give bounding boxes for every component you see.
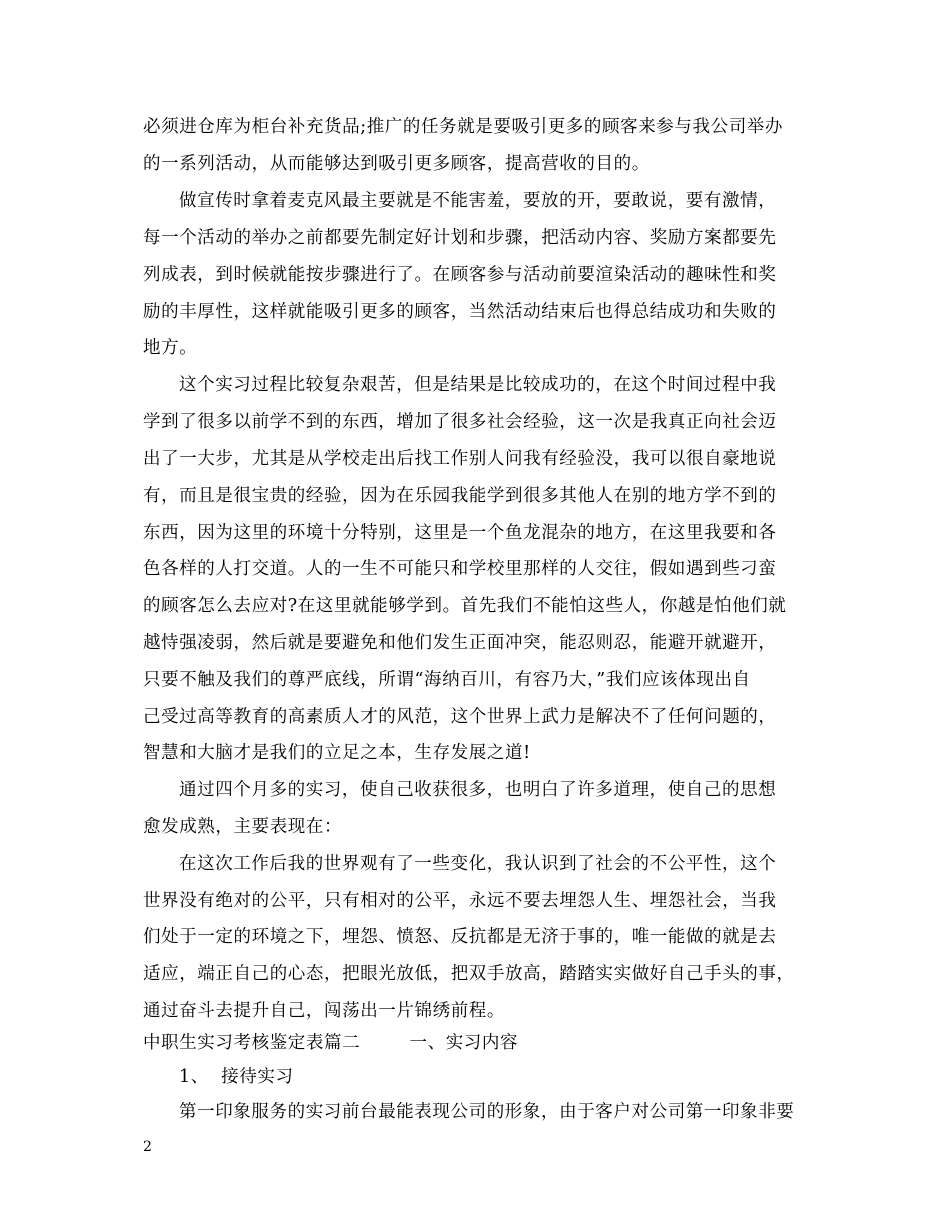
text-line: 的一系列活动，从而能够达到吸引更多顾客，提高营收的目的。 xyxy=(143,154,650,174)
text-line: 有，而且是很宝贵的经验，因为在乐园我能学到很多其他人在别的地方学不到的 xyxy=(143,486,777,506)
text-line: 世界没有绝对的公平，只有相对的公平，永远不要去埋怨人生、埋怨社会，当我 xyxy=(143,891,777,911)
text-line: 东西，因为这里的环境十分特别，这里是一个鱼龙混杂的地方，在这里我要和各 xyxy=(143,523,777,543)
text-line: 智慧和大脑才是我们的立足之本，生存发展之道! xyxy=(143,743,531,763)
text-line: 愈发成熟，主要表现在： xyxy=(143,817,343,837)
text-line: 适应，端正自己的心态，把眼光放低，把双手放高，踏踏实实做好自己手头的事， xyxy=(143,964,795,984)
text-line: 每一个活动的举办之前都要先制定好计划和步骤，把活动内容、奖励方案都要先 xyxy=(143,228,777,248)
paragraph-first-line: 在这次工作后我的世界观有了一些变化，我认识到了社会的不公平性，这个 xyxy=(179,854,777,874)
text-line: 必须进仓库为柜台补充货品;推广的任务就是要吸引更多的顾客来参与我公司举办 xyxy=(143,117,783,137)
text-line: 列成表，到时候就能按步骤进行了。在顾客参与活动前要渲染活动的趣味性和奖 xyxy=(143,265,777,285)
text-line: 地方。 xyxy=(143,338,198,358)
text-line: 励的丰厚性，这样就能吸引更多的顾客，当然活动结束后也得总结成功和失败的 xyxy=(143,302,777,322)
paragraph-first-line: 这个实习过程比较复杂艰苦，但是结果是比较成功的，在这个时间过程中我 xyxy=(179,375,777,395)
text-line: 己受过高等教育的高素质人才的风范，这个世界上武力是解决不了任何问题的， xyxy=(143,707,777,727)
paragraph-first-line: 通过四个月多的实习，使自己收获很多，也明白了许多道理，使自己的思想 xyxy=(179,780,777,800)
section-heading: 中职生实习考核鉴定表篇二 一、实习内容 xyxy=(143,1033,519,1053)
paragraph-first-line: 第一印象服务的实习前台最能表现公司的形象，由于客户对公司第一印象非要 xyxy=(179,1102,795,1122)
text-line: 学到了很多以前学不到的东西，增加了很多社会经验，这一次是我真正向社会迈 xyxy=(143,412,777,432)
subsection-heading: 1、 接待实习 xyxy=(179,1067,294,1087)
text-line: 们处于一定的环境之下，埋怨、愤怒、反抗都是无济于事的，唯一能做的就是去 xyxy=(143,927,777,947)
text-line: 只要不触及我们的尊严底线，所谓“海纳百川，有容乃大，”我们应该体现出自 xyxy=(143,670,751,690)
text-line: 色各样的人打交道。人的一生不可能只和学校里那样的人交往，假如遇到些刁蛮 xyxy=(143,559,777,579)
paragraph-first-line: 做宣传时拿着麦克风最主要就是不能害羞，要放的开，要敢说，要有激情， xyxy=(179,191,777,211)
text-line: 的顾客怎么去应对?在这里就能够学到。首先我们不能怕这些人，你越是怕他们就 xyxy=(143,596,787,616)
page-number: 2 xyxy=(143,1139,152,1155)
text-line: 越恃强凌弱，然后就是要避免和他们发生正面冲突，能忍则忍，能避开就避开， xyxy=(143,633,777,653)
text-line: 出了一大步，尤其是从学校走出后找工作别人问我有经验没，我可以很自豪地说 xyxy=(143,449,777,469)
text-line: 通过奋斗去提升自己，闯荡出一片锦绣前程。 xyxy=(143,1001,505,1021)
